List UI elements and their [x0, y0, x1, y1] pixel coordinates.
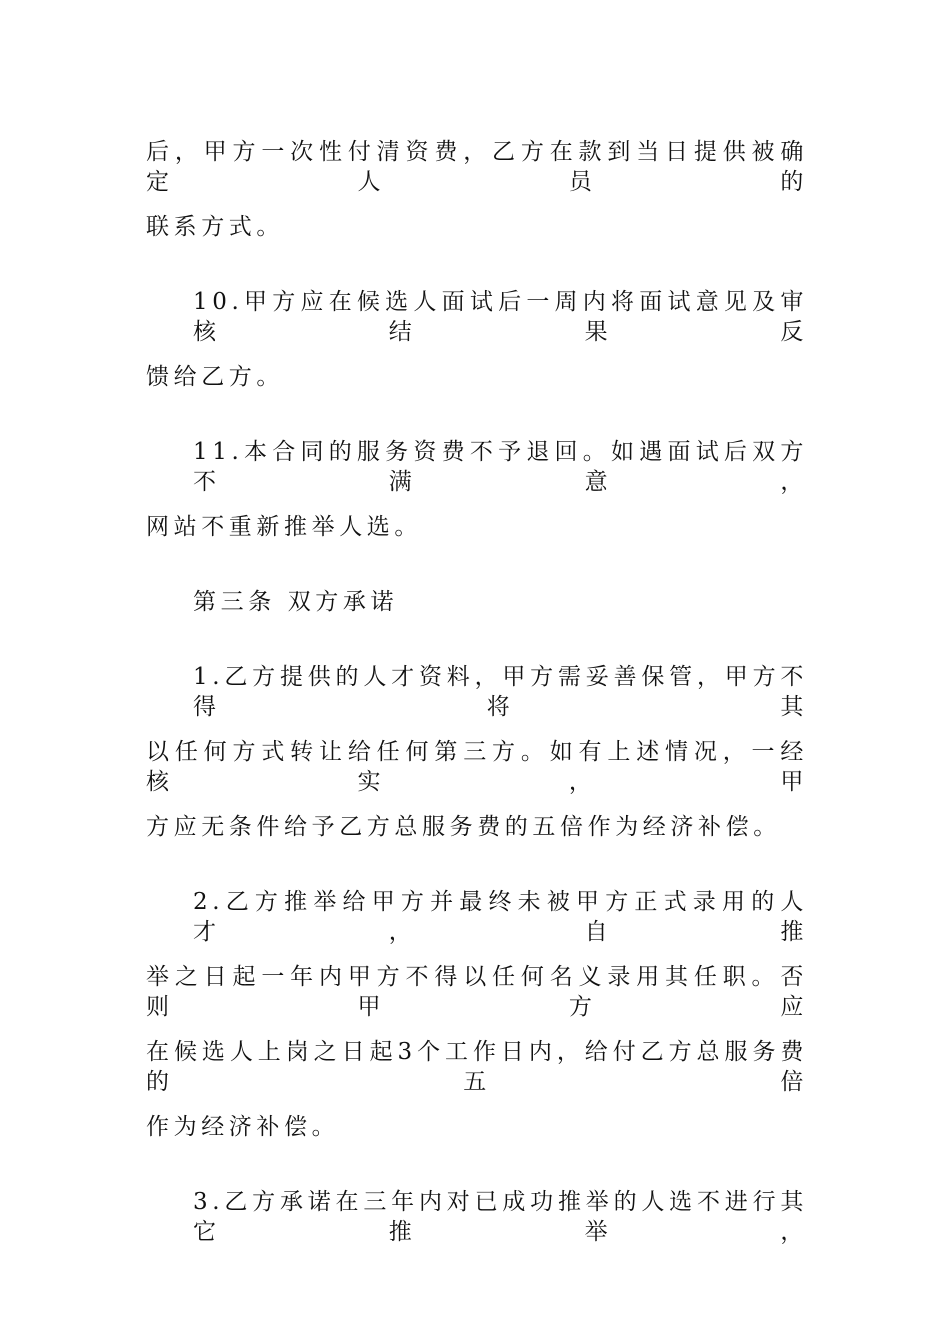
- clause-2-line: 2.乙方推举给甲方并最终未被甲方正式录用的人才，自推: [193, 889, 808, 945]
- paragraph-line: 网站不重新推举人选。: [146, 514, 422, 540]
- paragraph-line: 以任何方式转让给任何第三方。如有上述情况，一经核实，甲: [146, 739, 808, 795]
- paragraph-line: 联系方式。: [146, 214, 284, 240]
- clause-10-line: 10.甲方应在候选人面试后一周内将面试意见及审核结果反: [193, 289, 808, 345]
- paragraph-line: 举之日起一年内甲方不得以任何名义录用其任职。否则甲方应: [146, 964, 808, 1020]
- clause-1-line: 1.乙方提供的人才资料，甲方需妥善保管，甲方不得将其: [193, 664, 808, 720]
- clause-11-line: 11.本合同的服务资费不予退回。如遇面试后双方不满意，: [193, 439, 808, 495]
- paragraph-line: 作为经济补偿。: [146, 1114, 340, 1140]
- paragraph-line: 方应无条件给予乙方总服务费的五倍作为经济补偿。: [146, 814, 781, 840]
- paragraph-line: 在候选人上岗之日起3个工作日内，给付乙方总服务费的五倍: [146, 1039, 808, 1095]
- paragraph-line: 馈给乙方。: [146, 364, 284, 390]
- paragraph-line: 后，甲方一次性付清资费，乙方在款到当日提供被确定人员的: [146, 139, 808, 195]
- clause-3-line: 3.乙方承诺在三年内对已成功推举的人选不进行其它推举，: [193, 1189, 808, 1245]
- section-heading: 第三条 双方承诺: [193, 589, 399, 615]
